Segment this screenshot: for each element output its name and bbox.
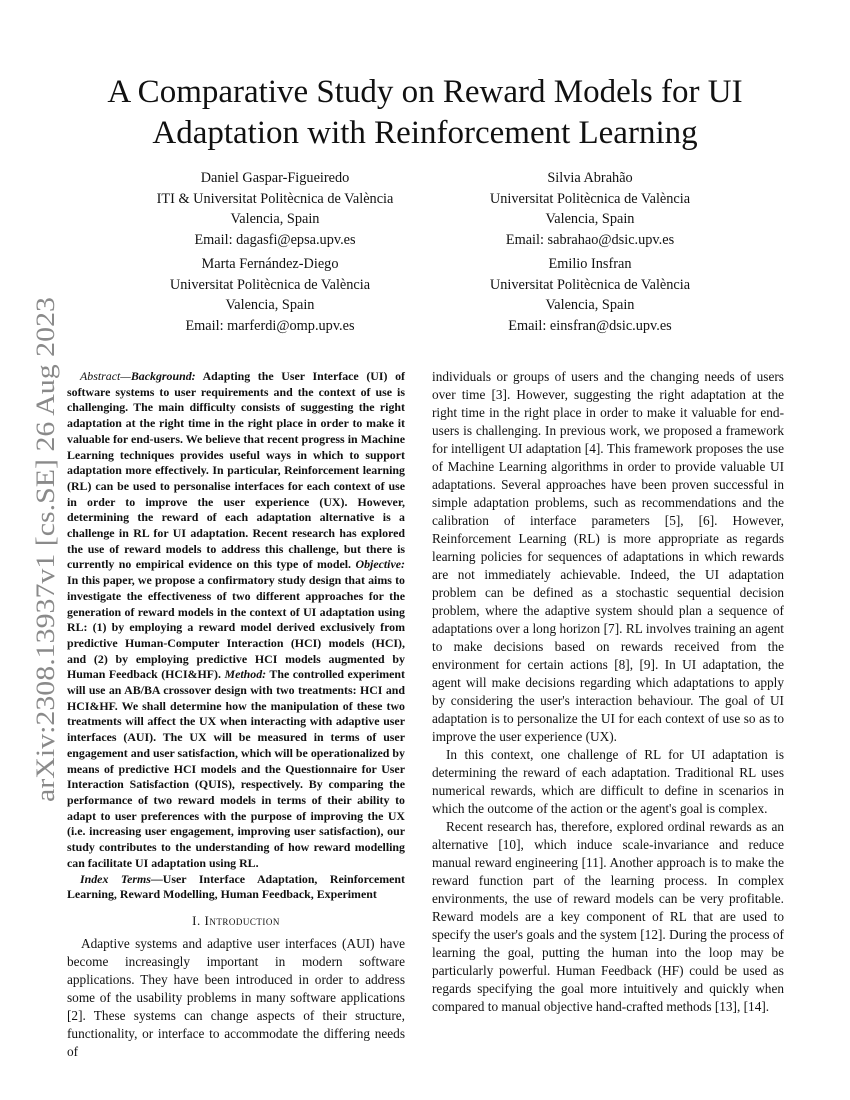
section-heading-introduction: I. Introduction <box>192 912 280 928</box>
index-terms-text: —User Interface Adaptation, Reinforcement Learning, Reward Modelling, Human Feedback, Experiment <box>67 871 405 902</box>
author-block-1 <box>125 168 425 250</box>
paper-title-line-2: Adaptation with Reinforcement Learning <box>152 115 698 151</box>
author-location: Valencia, Spain <box>225 297 315 313</box>
abstract-lead: Abstract— <box>80 369 131 383</box>
intro-paragraph-4: Recent research has, therefore, explored ordinal rewards as an alternative [10], which induce scale-invariance and reduce manual reward engineering [11]. Another approach is to make the reward function part of the learning process. In complex environments, the use of reward models can be very profitable. Reward models are a key component of RL that are used to specify the user's goals and the system [12]. During the process of learning the goal, putting the human into the loop may be particularly powerful. Human Feedback (HF) could be used as regards specifying the goal more intuitively and quickly when compared to manual objective hand-crafted methods [13], [14]. <box>432 819 784 1014</box>
arxiv-stamp-text: arXiv:2308.13937v1 [cs.SE] 26 Aug 2023 <box>31 362 60 802</box>
index-terms-label: Index Terms <box>80 871 151 886</box>
arxiv-stamp <box>14 290 74 810</box>
abstract-background-label: Background: <box>130 369 196 383</box>
author-email[interactable]: Email: dagasfi@epsa.upv.es <box>194 231 356 248</box>
abstract-background-text: Adapting the User Interface (UI) of software systems to user requirements and the context of use is challenging. The main difficulty consists of suggesting the right adaptation at the right time in the right place in order to make it valuable for end-users. We believe that recent progress in Machine Learning techniques provides useful ways in which to support adaptation more effectively. In particular, Reinforcement learning (RL) can be used to personalise interfaces for each context of use in order to improve the user experience (UX). However, determining the reward of each adaptation alternative is a challenge in RL for UI adaptation. Recent research has explored the use of reward models to address this challenge, but there is currently no empirical evidence on this type of model. <box>67 369 405 572</box>
abstract-objective-text: In this paper, we propose a confirmatory study design that aims to investigate the effectiveness of two different approaches for the generation of reward models in the context of UI adaptation using RL: (1) by employing a reward model derived exclusively from predictive Human-Computer Interaction (HCI) models (HCI), and (2) by employing predictive HCI models augmented by Human Feedback (HCI&HF). <box>67 573 405 682</box>
paper-title-line-1: A Comparative Study on Reward Models for UI <box>107 74 743 110</box>
abstract-objective-label: Objective: <box>355 557 405 572</box>
author-email[interactable]: Email: sabrahao@dsic.upv.es <box>505 231 675 248</box>
author-name: Emilio Insfran <box>548 256 632 272</box>
abstract-method-label: Method: <box>224 667 267 682</box>
author-location: Valencia, Spain <box>545 211 635 227</box>
author-affiliation: Universitat Politècnica de València <box>169 276 371 293</box>
author-block-2 <box>440 168 740 250</box>
author-block-4 <box>440 254 740 336</box>
author-affiliation: Universitat Politècnica de València <box>489 276 691 293</box>
author-block-3 <box>120 254 420 336</box>
author-email[interactable]: Email: einsfran@dsic.upv.es <box>508 317 672 334</box>
left-column <box>67 369 405 1061</box>
author-name: Daniel Gaspar-Figueiredo <box>200 170 350 186</box>
intro-paragraph-1: Adaptive systems and adaptive user interfaces (AUI) have become increasingly important in modern software applications. They have been introduced in order to address some of the usability problems in many software applications [2]. These systems can change aspects of their structure, functionality, or interface to accommodate the differing needs of <box>67 935 405 1059</box>
intro-paragraph-3: In this context, one challenge of RL for UI adaptation is determining the reward of each adaptation. Traditional RL uses numerical rewards, which are difficult to define in scenarios in which the outcome of the action or the agent's goal is complex. <box>432 747 784 816</box>
abstract-method-text: The controlled experiment will use an AB/BA crossover design with two treatments: HCI and HCI&HF. We shall determine how the manipulation of these two treatments will affect the UX when interacting with adaptive user interfaces (AUI). The UX will be measured in terms of user engagement and user satisfaction, which will be operationalized by means of predictive HCI models and the Questionnaire for User Interaction Satisfaction (QUIS), respectively. By comparing the performance of two reward models in terms of their ability to adapt to user preferences with the purpose of improving the UX (i.e. increasing user engagement, improving user satisfaction), our study contributes to the understanding of how reward modelling can facilitate UI adaptation using RL. <box>67 667 405 870</box>
intro-paragraph-2: individuals or groups of users and the changing needs of users over time [3]. However, suggesting the right adaptation at the right time in the right place in order to make it valuable for end-users is challenging. In previous work, we proposed a framework for intelligent UI adaptation [4]. This framework proposes the use of Machine Learning algorithms in order to provide valuable UI adaptations. Several approaches have been proven successful in simple adaptation problems, such as recommendations and the calibration of interface parameters [5], [6]. However, Reinforcement Learning (RL) is more appropriate as regards learning policies for sequences of adaptations in which rewards are not immediately achievable. Indeed, the UI adaptation problem can be defined as a stochastic sequential decision problem, where the adaptive system should plan a sequence of adaptations over a long horizon [7]. RL involves training an agent to make decisions based on rewards received from the environment for certain actions [8], [9]. In UI adaptation, the agent will make decisions regarding which adaptations to apply by considering the user's interaction behaviour. The goal of UI adaptation is to personalize the UI for each context of use so as to improve the user experience (UX). <box>432 369 784 744</box>
author-affiliation: ITI & Universitat Politècnica de València <box>156 190 394 207</box>
paper-title <box>60 72 790 154</box>
author-affiliation: Universitat Politècnica de València <box>489 190 691 207</box>
right-column <box>432 368 784 1016</box>
abstract <box>67 369 405 903</box>
author-name: Marta Fernández-Diego <box>201 256 339 272</box>
author-name: Silvia Abrahão <box>547 170 633 186</box>
author-location: Valencia, Spain <box>545 297 635 313</box>
author-location: Valencia, Spain <box>230 211 320 227</box>
author-email[interactable]: Email: marferdi@omp.upv.es <box>185 317 355 334</box>
